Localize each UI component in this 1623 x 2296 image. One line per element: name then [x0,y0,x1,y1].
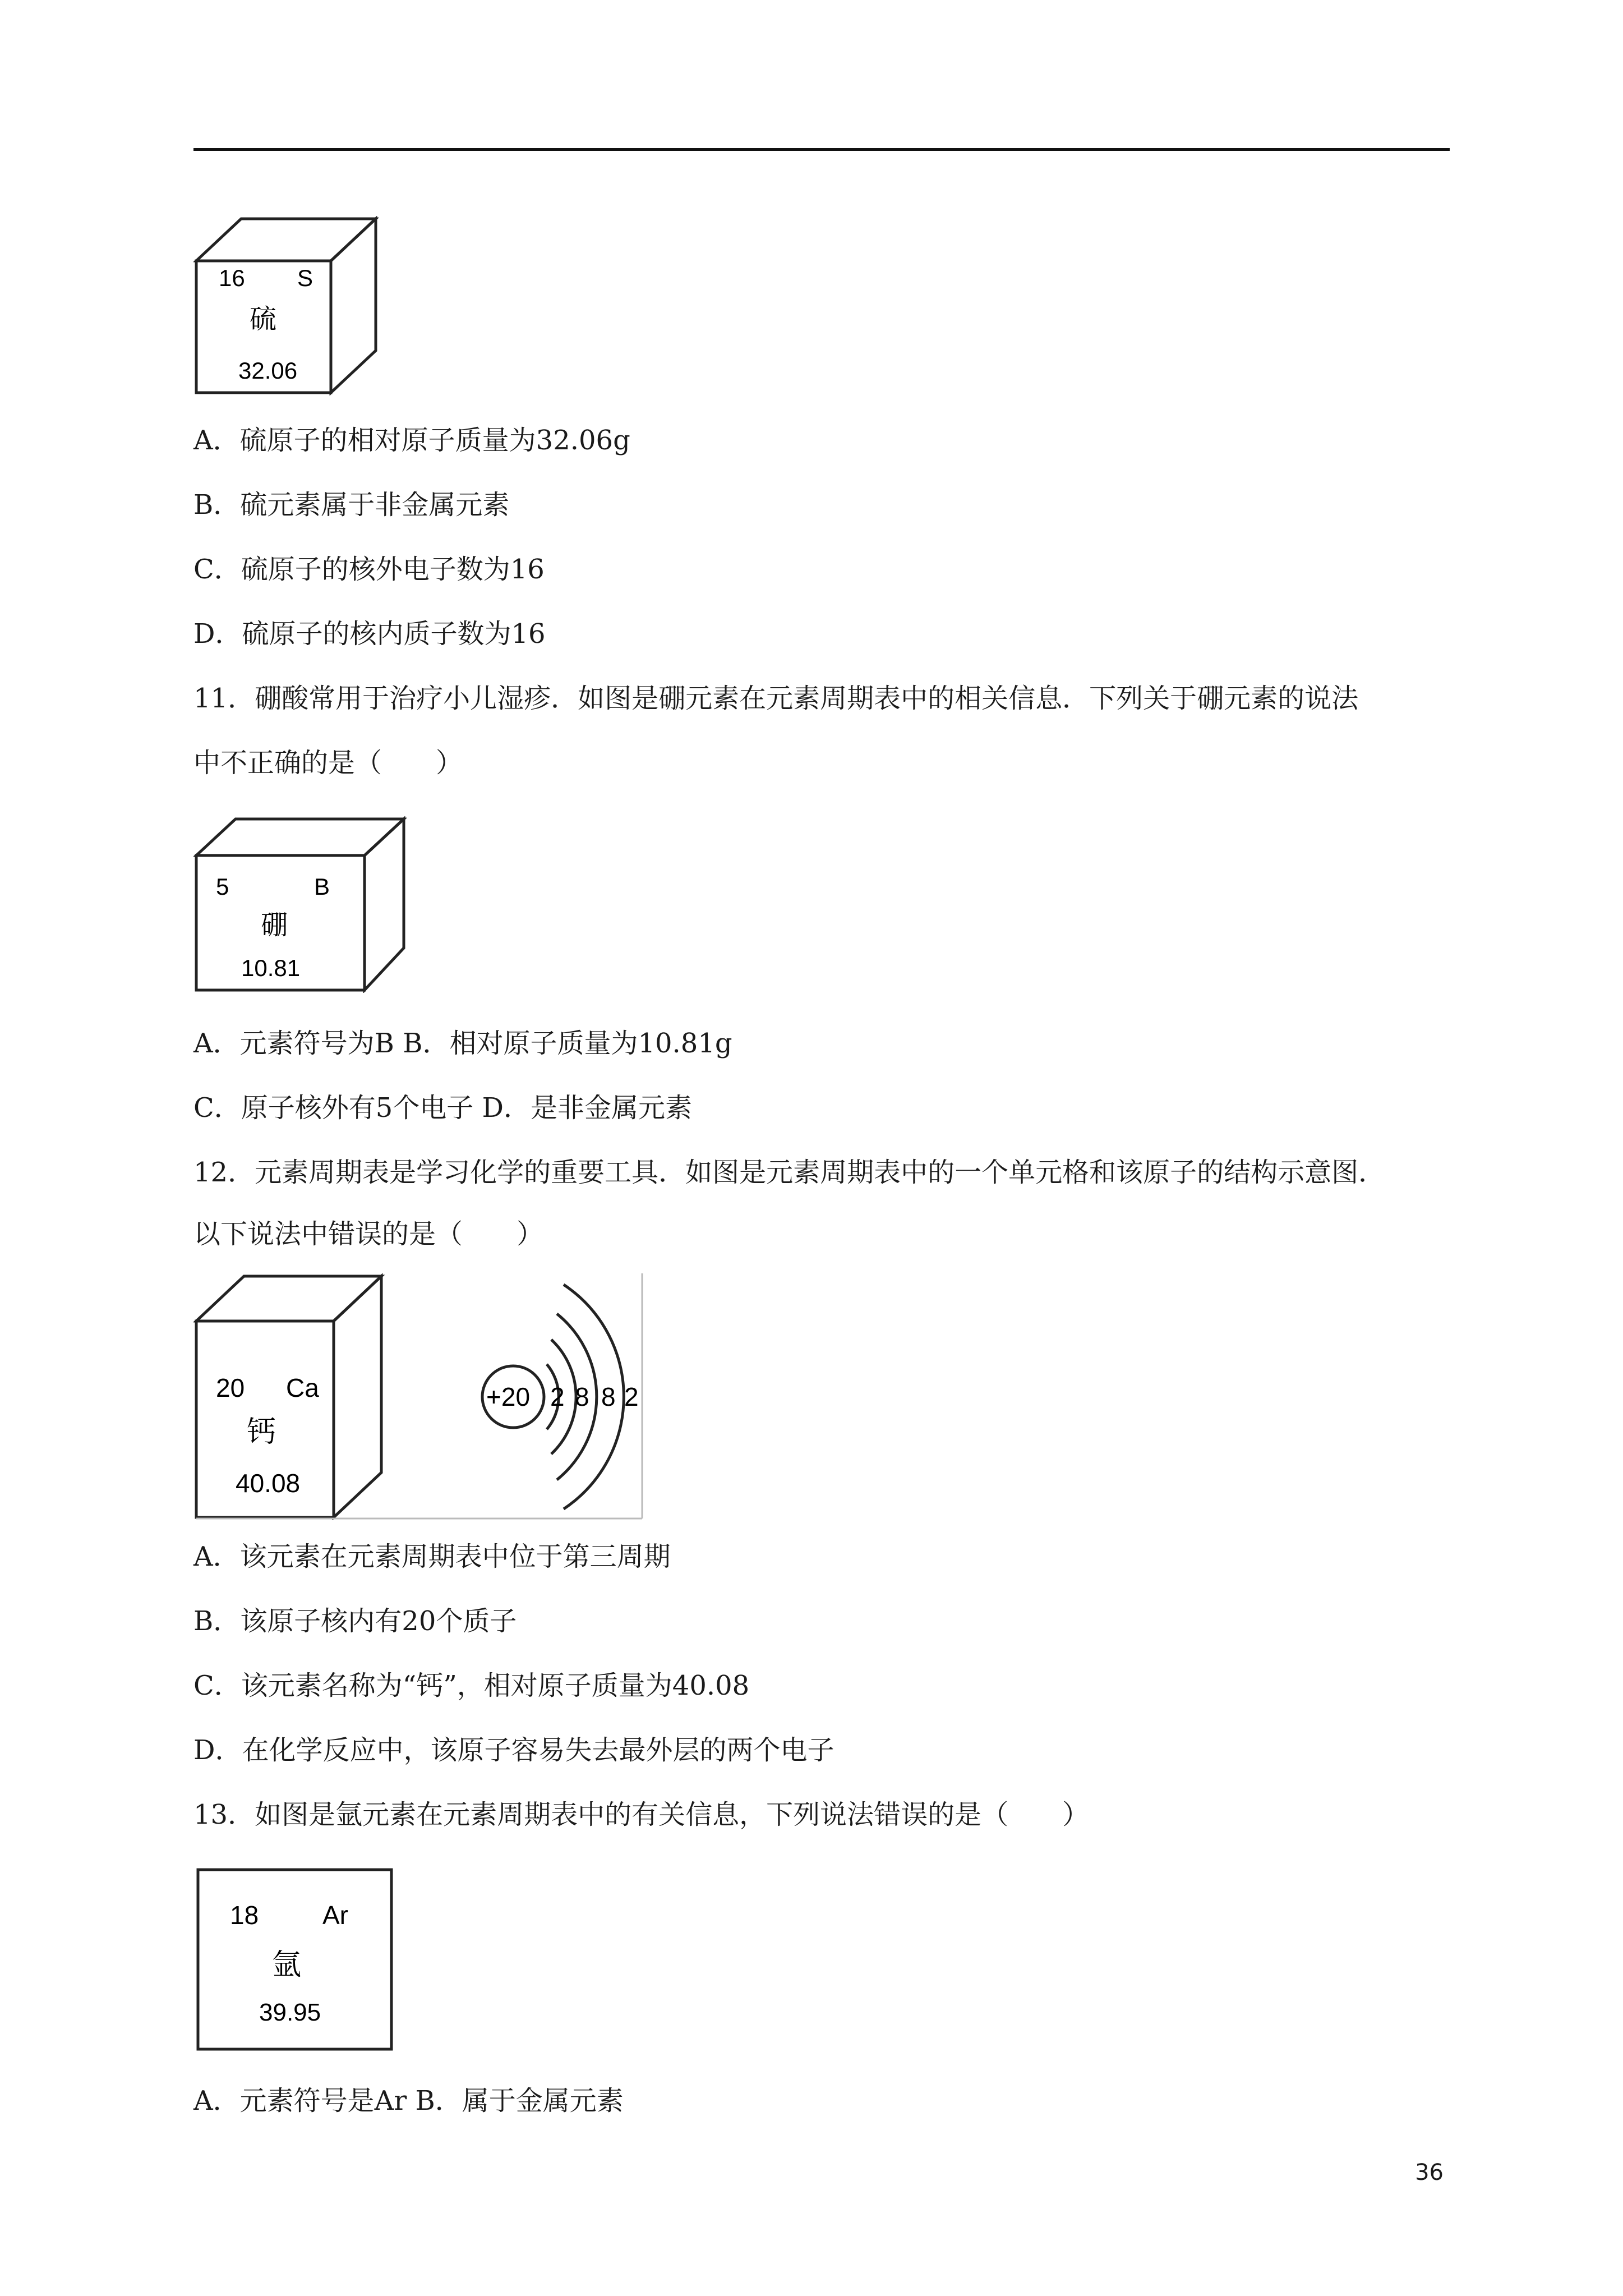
cell-symbol: Ca [286,1373,319,1402]
cell-number: 5 [216,873,229,900]
cell-mass: 10.81 [241,955,301,981]
shell-3-electrons: 8 [601,1382,616,1411]
cell-number: 20 [216,1373,245,1402]
cell-number: 18 [230,1901,259,1930]
cell-number: 16 [219,265,245,291]
q12-option-b: B．该原子核内有20个质子 [193,1605,517,1637]
atom-structure-diagram [482,1285,639,1509]
shell-2-electrons: 8 [575,1382,589,1411]
calcium-figure [193,1273,645,1520]
q13-options-line1: A．元素符号是Ar B．属于金属元素 [193,2085,624,2116]
cell-name: 钙 [247,1415,276,1449]
cell-mass: 32.06 [238,357,298,384]
cell-symbol: B [314,873,330,900]
page-number: 36 [1415,2160,1444,2185]
shell-4-electrons: 2 [624,1382,639,1411]
boron-element-cell [193,816,407,993]
cell-name: 硼 [261,909,288,941]
q10-option-c: C．硫原子的核外电子数为16 [193,554,545,585]
q12-stem-line1: 12．元素周期表是学习化学的重要工具．如图是元素周期表中的一个单元格和该原子的结构示意图． [193,1157,1386,1188]
argon-element-cell [196,1868,395,2053]
sulfur-element-cell [193,216,379,395]
q10-option-a: A．硫原子的相对原子质量为32.06g [193,425,630,456]
q12-option-a: A．该元素在元素周期表中位于第三周期 [193,1541,671,1572]
q11-stem-line1: 11．硼酸常用于治疗小儿湿疹．如图是硼元素在元素周期表中的相关信息．下列关于硼元素的说法 [193,683,1359,714]
cell-symbol: Ar [322,1901,348,1930]
cell-name: 氩 [272,1948,302,1982]
q10-option-d: D．硫原子的核内质子数为16 [193,618,546,650]
calcium-element-cell [196,1276,381,1517]
nucleus-charge: +20 [486,1382,531,1411]
q11-stem-line2: 中不正确的是（ ） [193,747,463,779]
q11-options-line1: A．元素符号为B B．相对原子质量为10.81g [193,1028,732,1059]
cell-symbol: S [297,265,313,291]
q11-options-line2: C．原子核外有5个电子 D．是非金属元素 [193,1092,693,1124]
cell-mass: 40.08 [236,1469,301,1498]
cell-mass: 39.95 [259,1999,321,2026]
q12-option-c: C．该元素名称为“钙”，相对原子质量为40.08 [193,1670,750,1701]
header-rule [193,148,1450,151]
q12-stem-line2: 以下说法中错误的是（ ） [193,1218,544,1250]
q10-option-b: B．硫元素属于非金属元素 [193,489,510,521]
q13-stem: 13．如图是氩元素在元素周期表中的有关信息，下列说法错误的是（ ） [193,1799,1090,1830]
cell-name: 硫 [250,303,277,335]
shell-1-electrons: 2 [550,1382,565,1411]
q12-option-d: D．在化学反应中，该原子容易失去最外层的两个电子 [193,1734,834,1766]
